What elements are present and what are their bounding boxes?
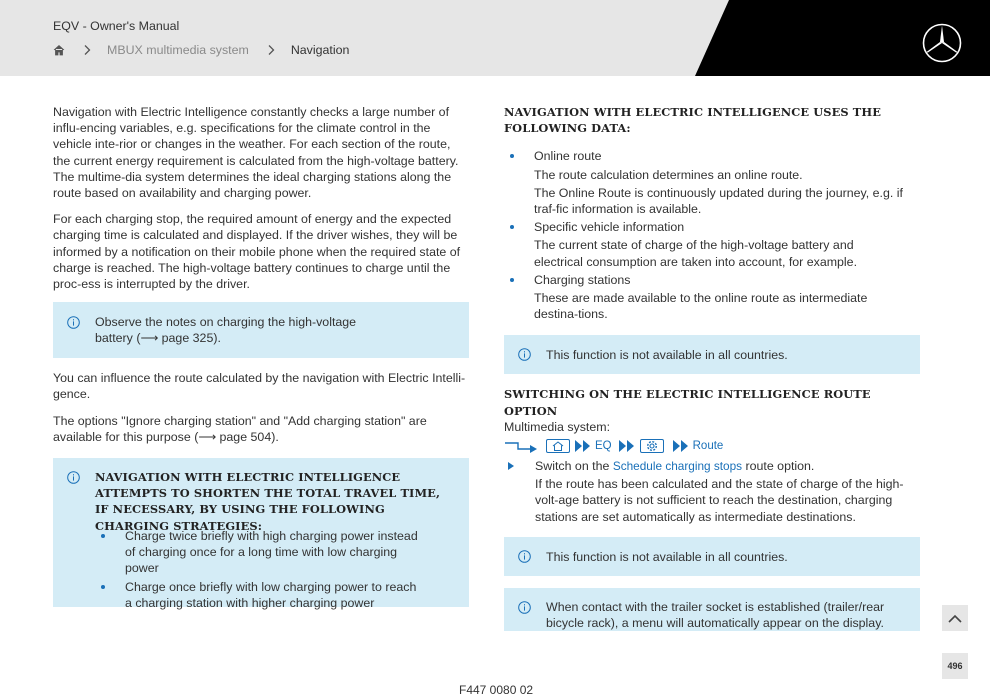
- image-code: F447 0080 02: [459, 683, 534, 697]
- info-note-availability-text: This function is not available in all countries.: [546, 348, 788, 363]
- schedule-charging-stops-link[interactable]: Schedule charging stops: [612, 459, 743, 474]
- list-item-title: Specific vehicle information: [534, 220, 685, 235]
- influence-route-paragraph: You can influence the route calculated by the navigation with Electric Intelli-gence.: [53, 371, 466, 402]
- multimedia-label: Multimedia system:: [504, 419, 611, 434]
- list-item-title: Charging stations: [534, 272, 631, 287]
- home-icon[interactable]: [53, 44, 65, 56]
- step-item: [535, 458, 920, 525]
- breadcrumb-item-mbux[interactable]: MBUX multimedia system: [107, 43, 249, 57]
- info-icon: [67, 316, 80, 329]
- list-item-online-route: [534, 148, 904, 217]
- list-item: Charge once briefly with low charging power to reach a charging station with higher charging power: [125, 579, 425, 611]
- info-note-charging-text: Observe the notes on charging the high-voltage battery (⟶ page 325).: [95, 315, 357, 346]
- info-note-trailer: [504, 588, 920, 631]
- list-item-line: The Online Route is continuously updated during the journey, e.g. if traf-fic information is available.: [534, 185, 903, 217]
- charging-stop-paragraph: For each charging stop, the required amount of energy and the expected charging time is calculated and displayed. If the driver wishes, they will be informed by a notification on their mobile phone when the required state of charge is reached. The high-voltage battery continues to charge until the proc-ess is interrupted by the driver.: [53, 212, 461, 292]
- strategies-heading: NAVIGATION WITH ELECTRIC INTELLIGENCE ATTEMPTS TO SHORTEN THE TOTAL TRAVEL TIME, IF NECESSARY, BY USING THE FOLLOWING CHARGING STRATEGIES:: [95, 470, 441, 533]
- double-arrow-icon: [672, 439, 690, 453]
- info-note-trailer-text: When contact with the trailer socket is established (trailer/rear bicycle rack), a menu will automatically appear on the display.: [546, 599, 885, 631]
- data-heading: NAVIGATION WITH ELECTRIC INTELLIGENCE USES THE FOLLOWING DATA:: [504, 105, 882, 136]
- info-icon: [67, 471, 80, 484]
- step-result: If the route has been calculated and the state of charge of the high-volt-age battery is not sufficient to reach the destination, charging stations are set automatically as intermediate destinations.: [535, 477, 904, 524]
- mercedes-star-logo: [922, 23, 962, 63]
- list-item-vehicle-info: [534, 219, 904, 270]
- chevron-right-icon: [265, 44, 277, 56]
- double-arrow-icon: [574, 439, 592, 453]
- settings-button-icon: [640, 439, 664, 453]
- info-note-availability-2: [504, 537, 920, 576]
- switching-heading: SWITCHING ON THE ELECTRIC INTELLIGENCE ROUTE OPTION: [504, 387, 871, 418]
- strategies-list: [125, 528, 425, 611]
- data-list: [534, 148, 904, 322]
- info-icon: [518, 550, 531, 563]
- left-column: [53, 104, 469, 610]
- info-note-availability: [504, 335, 920, 374]
- multimedia-path: [504, 437, 920, 455]
- intro-paragraph: Navigation with Electric Intelligence constantly checks a large number of influ-encing variables, e.g. specifications for the climate control in the vehicle inte-rior or changes in the weather. For each section of the route, the current energy requirement is calculated from the high-voltage battery. The multime-dia system determines the ideal charging stations along the route based on availability and charging power.: [53, 105, 459, 201]
- double-arrow-icon: [618, 439, 636, 453]
- right-column: [504, 104, 920, 631]
- breadcrumb-item-current: Navigation: [290, 43, 350, 57]
- home-button-icon: [546, 439, 570, 453]
- list-item-line: These are made available to the online route as intermediate destina-tions.: [534, 291, 868, 322]
- breadcrumb: [53, 42, 349, 58]
- info-icon: [518, 601, 531, 614]
- info-note-availability-2-text: This function is not available in all countries.: [546, 549, 788, 564]
- list-item-title: Online route: [534, 149, 602, 164]
- options-paragraph: The options "Ignore charging station" and "Add charging station" are available for this purpose (⟶ page 504).: [53, 413, 427, 444]
- step-arrow-icon: [507, 461, 515, 471]
- list-item-line: The current state of charge of the high-voltage battery and electrical consumption are taken into account, for example.: [534, 238, 858, 269]
- info-note-charging: [53, 302, 469, 358]
- manual-title: EQV - Owner's Manual: [53, 19, 180, 33]
- step-instruction: Switch on the Schedule charging stops route option.: [535, 459, 815, 474]
- chevron-up-icon: [948, 614, 962, 623]
- list-item-line: The route calculation determines an online route.: [534, 167, 803, 182]
- path-eq: EQ: [595, 440, 612, 453]
- info-note-strategies: [53, 458, 469, 610]
- list-item-charging-stations: [534, 272, 904, 323]
- page-number: 496: [942, 653, 968, 679]
- info-icon: [518, 348, 531, 361]
- scroll-to-top-button[interactable]: [942, 605, 968, 631]
- long-arrow-icon: [504, 439, 538, 453]
- chevron-right-icon: [81, 44, 93, 56]
- path-route: Route: [692, 440, 724, 453]
- list-item: Charge twice briefly with high charging power instead of charging once for a long time with low charging power: [125, 528, 425, 577]
